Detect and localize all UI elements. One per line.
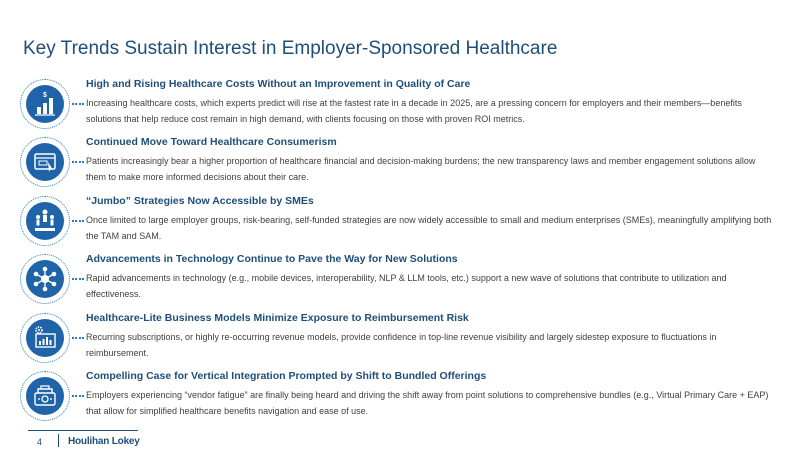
- dotted-connector: [72, 220, 84, 222]
- browser-click-icon: [26, 143, 64, 181]
- svg-text:$: $: [43, 92, 47, 99]
- trend-heading: High and Rising Healthcare Costs Without an Improvement in Quality of Care: [86, 78, 471, 90]
- trend-item-healthcare-lite: [20, 313, 780, 365]
- trend-description: Increasing healthcare costs, which experts predict will rise at the fastest rate in a decade in 2025, are a pressing concern for employers and their members—benefits solutions that help reduce cost remain in high demand, with clients focusing on those with proven ROI metrics.: [86, 98, 742, 124]
- trend-heading: “Jumbo” Strategies Now Accessible by SMEs: [86, 195, 314, 207]
- trend-item-consumerism: [20, 137, 780, 189]
- trend-description: Recurring subscriptions, or highly re-occurring revenue models, provide confidence in top-line revenue visibility and largely sidestep exposure to fluctuations in reimbursement.: [86, 332, 717, 358]
- footer-rule: [28, 430, 138, 431]
- trend-heading: Healthcare-Lite Business Models Minimize Exposure to Reimbursement Risk: [86, 312, 469, 324]
- network-nodes-icon: [26, 260, 64, 298]
- trend-description: Once limited to large employer groups, risk-bearing, self-funded strategies are now widely accessible to small and medium enterprises (SMEs), meaningfully amplifying both the TAM and SAM.: [86, 215, 772, 241]
- dotted-connector: [72, 103, 84, 105]
- trend-icon-badge: [20, 79, 70, 129]
- trend-heading: Compelling Case for Vertical Integration Prompted by Shift to Bundled Offerings: [86, 370, 487, 382]
- people-podium-icon: [26, 202, 64, 240]
- trend-item-rising-costs: [20, 79, 780, 131]
- trend-item-technology: [20, 254, 780, 306]
- page-title: Key Trends Sustain Interest in Employer-Sponsored Healthcare: [23, 38, 558, 59]
- trend-heading: Continued Move Toward Healthcare Consumerism: [86, 136, 337, 148]
- page-number: 4: [37, 437, 43, 447]
- footer-separator: [58, 434, 59, 447]
- rising-costs-chart-icon: [26, 85, 64, 123]
- dotted-connector: [72, 278, 84, 280]
- trend-icon-badge: [20, 196, 70, 246]
- trend-item-jumbo-strategies: [20, 196, 780, 248]
- trend-description: Patients increasingly bear a higher proportion of healthcare financial and decision-making burdens; the new transparency laws and member engagement solutions allow them to make more informed decisions about their care.: [86, 156, 756, 182]
- trend-description: Employers experiencing “vendor fatigue” are finally being heard and driving the shift away from point solutions to comprehensive bundles (e.g., Virtual Primary Care + EAP) that allow for simplified healthcare benefits navigation and ease of use.: [86, 390, 769, 416]
- dotted-connector: [72, 337, 84, 339]
- trend-item-vertical-integration: [20, 371, 780, 423]
- bundled-offerings-icon: [26, 377, 64, 415]
- brand-logo: Houlihan Lokey: [68, 436, 140, 447]
- trend-icon-badge: [20, 254, 70, 304]
- trend-heading: Advancements in Technology Continue to Pave the Way for New Solutions: [86, 253, 458, 265]
- gear-dashboard-icon: [26, 319, 64, 357]
- trend-icon-badge: [20, 313, 70, 363]
- trend-icon-badge: [20, 371, 70, 421]
- trend-description: Rapid advancements in technology (e.g., mobile devices, interoperability, NLP & LLM tools, etc.) support a new wave of solutions that contribute to utilization and effectiveness.: [86, 273, 727, 299]
- dotted-connector: [72, 395, 84, 397]
- dotted-connector: [72, 161, 84, 163]
- trend-icon-badge: [20, 137, 70, 187]
